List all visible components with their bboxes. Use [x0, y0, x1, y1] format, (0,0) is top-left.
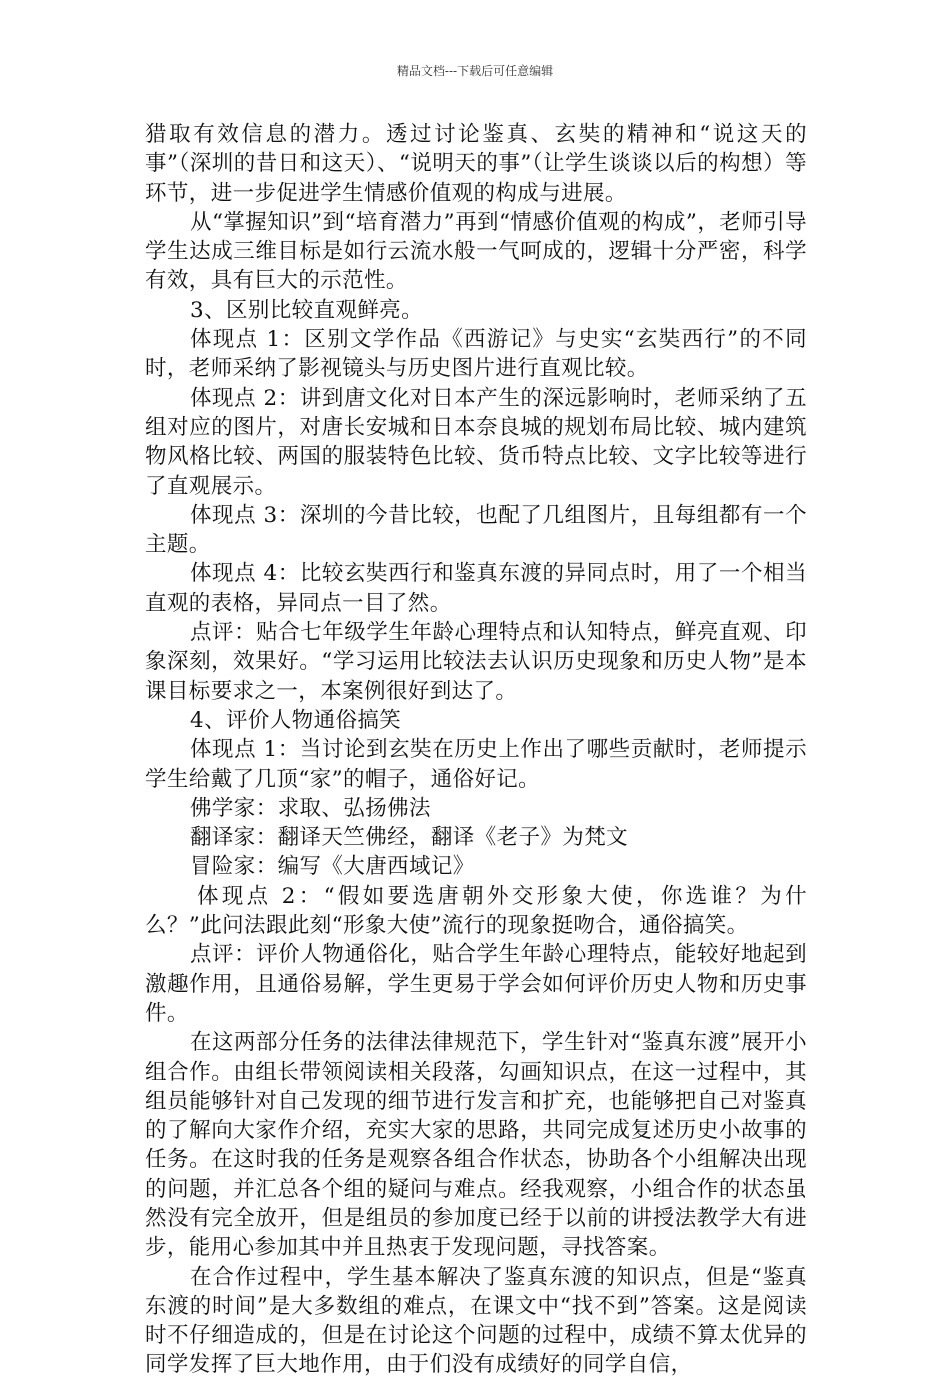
paragraph-point-3: 体现点 3：深圳的今昔比较，也配了几组图片，且每组都有一个主题。: [145, 502, 807, 558]
paragraph-group-cooperation: 在这两部分任务的法律法律规范下，学生针对“鉴真东渡”展开小组合作。由组长带领阅读相关段落，勾画知识点，在这一过程中，其组员能够针对自己发现的细节进行发言和扩充，也能够把自己对鉴真的了解向大家作介绍，充实大家的思路，共同完成复述历史小故事的任务。在这时我的任务是观察各组合作状态，协助各个小组解决出现的问题，并汇总各个组的疑问与难点。经我观察，小组合作的状态虽然没有完全放开，但是组员的参加度已经于以前的讲授法教学大有进步，能用心参加其中并且热衷于发现问题，寻找答案。: [145, 1030, 807, 1261]
list-item-buddhist-scholar: 佛学家：求取、弘扬佛法: [190, 795, 431, 821]
paragraph-point-1: 体现点 1：区别文学作品《西游记》与史实“玄奘西行”的不同时，老师采纳了影视镜头与历史图片进行直观比较。: [145, 327, 807, 382]
section-heading-comparison: 3、区别比较直观鲜亮。: [190, 297, 424, 323]
paragraph-cooperation-process: 在合作过程中，学生基本解决了鉴真东渡的知识点，但是“鉴真东渡的时间”是大多数组的难点，在课文中“找不到”答案。这是阅读时不仔细造成的，但是在讨论这个问题的过程中，成绩不算太优异的同学发挥了巨大地作用，由于们没有成绩好的同学自信，: [145, 1264, 807, 1378]
paragraph-eval-point-2: 体现点 2：“假如要选唐朝外交形象大使，你选谁？为什么？”此问法跟此刻“形象大使”流行的现象挺吻合，通俗搞笑。: [145, 883, 807, 939]
list-item-translator: 翻译家：翻译天竺佛经，翻译《老子》为梵文: [190, 825, 629, 851]
paragraph-point-2: 体现点 2：讲到唐文化对日本产生的深远影响时，老师采纳了五组对应的图片，对唐长安城和日本奈良城的规划布局比较、城内建筑物风格比较、两国的服装特色比较、货币特点比较、文字比较等进行了直观展示。: [145, 385, 807, 499]
paragraph-three-dimensional-goals: 从“掌握知识”到“培育潜力”再到“情感价值观的构成”，老师引导学生达成三维目标是如行云流水般一气呵成的，逻辑十分严密，科学有效，具有巨大的示范性。: [145, 209, 807, 294]
paragraph-comment-comparison: 点评：贴合七年级学生年龄心理特点和认知特点，鲜亮直观、印象深刻，效果好。“学习运用比较法去认识历史现象和历史人物”是本课目标要求之一，本案例很好到达了。: [145, 620, 807, 704]
list-item-adventurer: 冒险家：编写《大唐西域记》: [190, 854, 475, 880]
paragraph-continuation: 猎取有效信息的潜力。透过讨论鉴真、玄奘的精神和“说这天的事”（深圳的昔日和这天）、“说明天的事”（让学生谈谈以后的构想）等环节，进一步促进学生情感价值观的构成与进展。: [145, 122, 807, 206]
document-body: [145, 120, 807, 1380]
paragraph-eval-point-1: 体现点 1：当讨论到玄奘在历史上作出了哪些贡献时，老师提示学生给戴了几顶“家”的帽子，通俗好记。: [145, 737, 807, 792]
paragraph-comment-evaluation: 点评：评价人物通俗化，贴合学生年龄心理特点，能较好地起到激趣作用，且通俗易解，学生更易于学会如何评价历史人物和历史事件。: [145, 942, 807, 1026]
paragraph-point-4: 体现点 4：比较玄奘西行和鉴真东渡的异同点时，用了一个相当直观的表格，异同点一目了然。: [145, 561, 807, 616]
page-header: 精品文档---下载后可任意编辑: [396, 64, 554, 78]
section-heading-evaluation: 4、评价人物通俗搞笑: [190, 707, 402, 733]
